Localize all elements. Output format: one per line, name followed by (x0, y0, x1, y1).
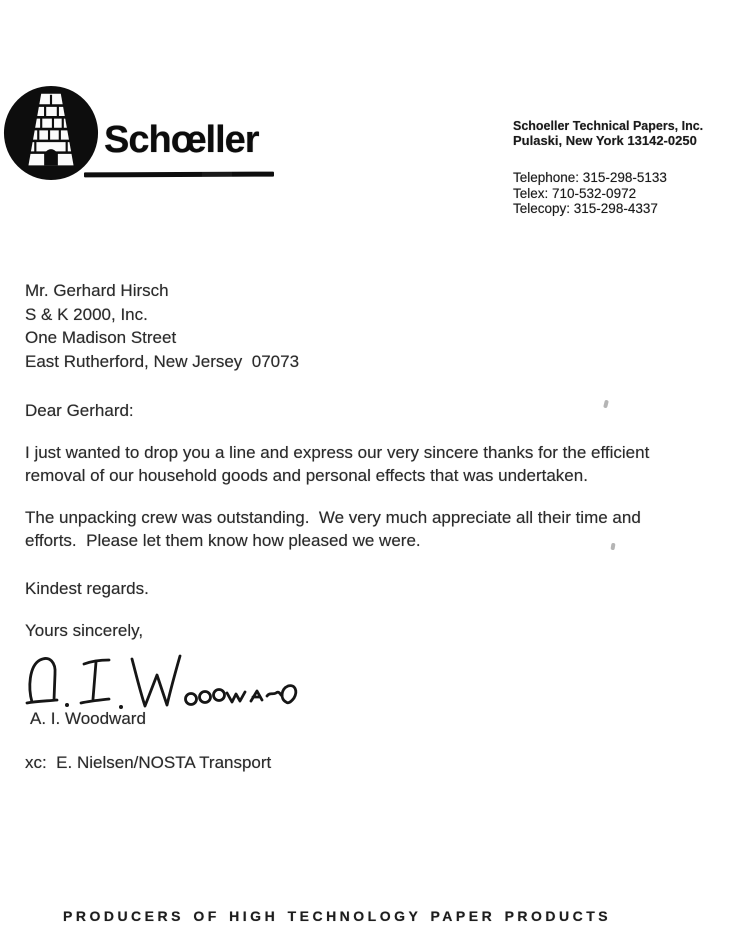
schoeller-tower-logo-icon (2, 83, 100, 183)
salutation: Dear Gerhard: (25, 401, 134, 420)
brand-wordmark: Schœller (104, 119, 259, 161)
paragraph-line: efforts. Please let them know how pleased we were. (25, 531, 421, 550)
recipient-line: One Madison Street (25, 328, 177, 347)
recipient-line: East Rutherford, New Jersey 07073 (25, 351, 300, 371)
letterhead-rule (84, 172, 274, 178)
recipient-line: S & K 2000, Inc. (25, 304, 148, 324)
paragraph-line: The unpacking crew was outstanding. We very much appreciate all their time and (25, 508, 641, 527)
company-telecopy: Telecopy: 315-298-4337 (513, 201, 658, 216)
recipient-address-block (25, 279, 299, 373)
paragraph-line: I just wanted to drop you a line and express our very sincere thanks for the efficient (25, 443, 650, 462)
company-city: Pulaski, New York 13142-0250 (513, 133, 697, 148)
scan-speck (603, 400, 609, 409)
paragraph-line: removal of our household goods and personal effects that was undertaken. (25, 466, 588, 485)
regards-line: Kindest regards. (25, 579, 149, 598)
typed-signature-name: A. I. Woodward (30, 709, 146, 728)
company-address-block (513, 119, 703, 217)
body-paragraph-1 (25, 441, 649, 487)
company-name: Schoeller Technical Papers, Inc. (513, 119, 704, 133)
cc-line: xc: E. Nielsen/NOSTA Transport (25, 753, 272, 772)
handwritten-signature (24, 650, 306, 714)
valediction-line: Yours sincerely, (25, 621, 144, 640)
company-telex: Telex: 710-532-0972 (513, 185, 637, 201)
footer-tagline: PRODUCERS OF HIGH TECHNOLOGY PAPER PRODUCTS (63, 908, 612, 924)
body-paragraph-2 (25, 506, 641, 552)
recipient-line: Mr. Gerhard Hirsch (25, 281, 169, 300)
company-telephone: Telephone: 315-298-5133 (513, 170, 667, 185)
